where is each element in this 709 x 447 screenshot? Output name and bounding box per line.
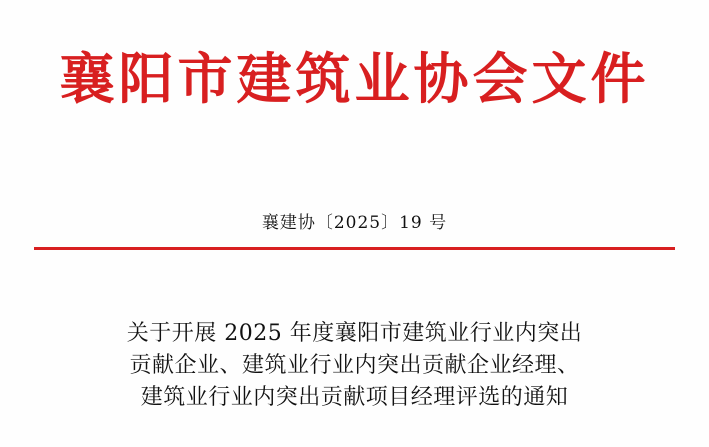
notice-title-line: 关于开展 2025 年度襄阳市建筑业行业内突出: [126, 321, 583, 346]
document-number: 襄建协〔2025〕19 号: [261, 213, 448, 233]
notice-title-line: 建筑业行业内突出贡献项目经理评选的通知: [140, 385, 569, 410]
page-title: 襄阳市建筑业协会文件: [59, 46, 650, 111]
notice-title-line: 贡献企业、建筑业行业内突出贡献企业经理、: [129, 353, 580, 378]
header-divider: [34, 247, 675, 250]
notice-title-block: [60, 318, 649, 414]
